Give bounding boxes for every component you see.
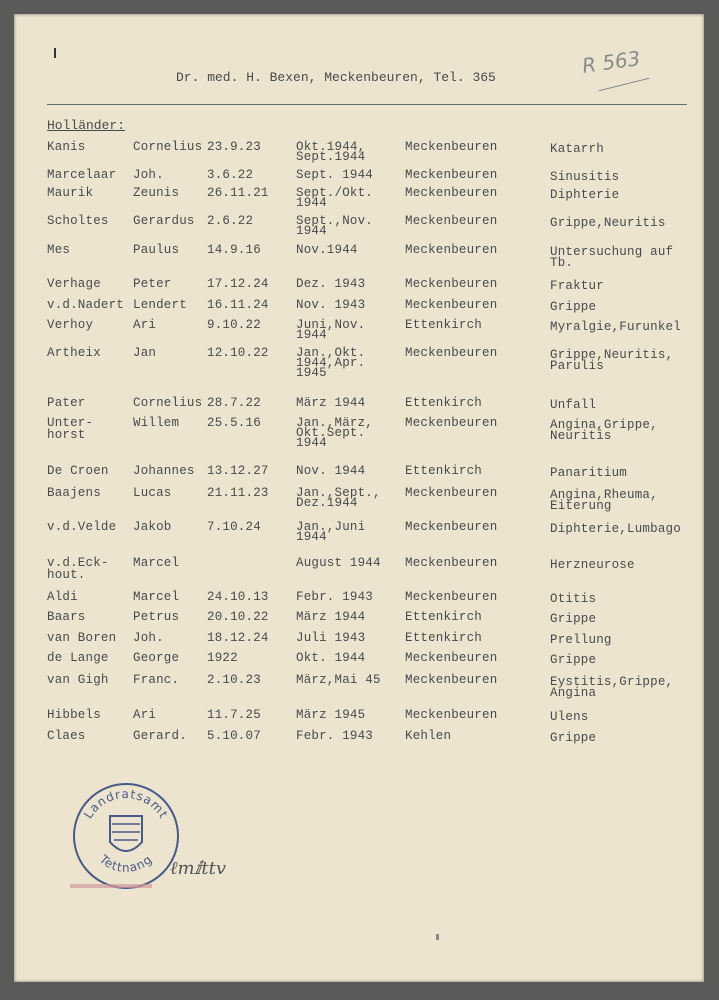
section-title: Holländer:: [47, 118, 126, 133]
patient-surname: Marcelaar: [47, 168, 117, 182]
treatment-date: Nov. 1944: [296, 464, 366, 478]
patient-location: Ettenkirch: [405, 610, 483, 624]
patient-location: Meckenbeuren: [405, 416, 498, 430]
diagnosis: Sinusitis: [550, 170, 620, 184]
diagnosis: Otitis: [550, 592, 597, 606]
patient-firstname: Cornelius: [133, 396, 203, 410]
patient-location: Meckenbeuren: [405, 298, 498, 312]
patient-birthdate: 25.5.16: [207, 416, 261, 430]
diagnosis: Panaritium: [550, 466, 628, 480]
diagnosis: Tb.: [550, 256, 574, 270]
treatment-date: März 1945: [296, 708, 366, 722]
treatment-date: 1945: [296, 366, 327, 380]
diagnosis: Grippe: [550, 300, 597, 314]
diagnosis: Fraktur: [550, 279, 604, 293]
treatment-date: August 1944: [296, 556, 381, 570]
patient-surname: Claes: [47, 729, 86, 743]
patient-firstname: Paulus: [133, 243, 180, 257]
patient-location: Meckenbeuren: [405, 651, 498, 665]
treatment-date: 1944: [296, 530, 327, 544]
diagnosis: Angina,Grippe,: [550, 418, 658, 432]
treatment-date: Nov. 1943: [296, 298, 366, 312]
patient-surname: Verhoy: [47, 318, 94, 332]
archive-mark: R 563: [580, 46, 642, 78]
patient-firstname: Johannes: [133, 464, 195, 478]
treatment-date: Okt. 1944: [296, 651, 366, 665]
patient-birthdate: 3.6.22: [207, 168, 254, 182]
treatment-date: 1944: [296, 224, 327, 238]
patient-surname: Artheix: [47, 346, 101, 360]
patient-surname: Baars: [47, 610, 86, 624]
pen-mark: [54, 48, 56, 58]
patient-birthdate: 21.11.23: [207, 486, 269, 500]
patient-location: Meckenbeuren: [405, 168, 498, 182]
patient-surname: v.d.Velde: [47, 520, 117, 534]
diagnosis: Angina,Rheuma,: [550, 488, 658, 502]
patient-surname-cont: horst: [47, 428, 86, 442]
treatment-date: 1944: [296, 436, 327, 450]
diagnosis: Unfall: [550, 398, 597, 412]
patient-birthdate: 14.9.16: [207, 243, 261, 257]
stamp-text-top: Landratsamt: [81, 786, 172, 822]
patient-firstname: Joh.: [133, 631, 164, 645]
treatment-date: Sept.1944: [296, 150, 366, 164]
treatment-date: Juli 1943: [296, 631, 366, 645]
treatment-date: Juni,Nov.: [296, 318, 366, 332]
patient-firstname: Jan: [133, 346, 157, 360]
patient-firstname: Lendert: [133, 298, 187, 312]
patient-birthdate: 7.10.24: [207, 520, 261, 534]
patient-surname: de Lange: [47, 651, 109, 665]
pin-mark: [436, 934, 439, 940]
patient-location: Ettenkirch: [405, 464, 483, 478]
signature: ℓmⅈttv: [170, 858, 227, 879]
patient-surname: Unter-: [47, 416, 94, 430]
patient-birthdate: 5.10.07: [207, 729, 261, 743]
diagnosis: Neuritis: [550, 429, 612, 443]
stamp-text-bottom: Tettnang: [96, 852, 156, 875]
patient-surname: v.d.Eck-: [47, 556, 109, 570]
patient-firstname: Zeunis: [133, 186, 180, 200]
document-header: Dr. med. H. Bexen, Meckenbeuren, Tel. 365: [176, 70, 496, 85]
patient-location: Ettenkirch: [405, 318, 483, 332]
patient-surname: Mes: [47, 243, 71, 257]
patient-firstname: Lucas: [133, 486, 172, 500]
treatment-date: 1944: [296, 328, 327, 342]
patient-location: Meckenbeuren: [405, 486, 498, 500]
treatment-date: Jan.,Juni: [296, 520, 366, 534]
patient-firstname: Willem: [133, 416, 180, 430]
treatment-date: Sept./Okt.: [296, 186, 374, 200]
treatment-date: Okt.Sept.: [296, 426, 366, 440]
treatment-date: Febr. 1943: [296, 729, 374, 743]
patient-birthdate: 2.6.22: [207, 214, 254, 228]
patient-surname: van Boren: [47, 631, 117, 645]
diagnosis: Grippe: [550, 731, 597, 745]
treatment-date: Nov.1944: [296, 243, 358, 257]
patient-surname-cont: hout.: [47, 568, 86, 582]
patient-birthdate: 11.7.25: [207, 708, 261, 722]
patient-location: Meckenbeuren: [405, 708, 498, 722]
patient-birthdate: 23.9.23: [207, 140, 261, 154]
patient-firstname: Jakob: [133, 520, 172, 534]
patient-birthdate: 1922: [207, 651, 238, 665]
patient-location: Ettenkirch: [405, 631, 483, 645]
diagnosis: Diphterie,Lumbago: [550, 522, 681, 536]
patient-surname: Aldi: [47, 590, 78, 604]
patient-surname: v.d.Nadert: [47, 298, 125, 312]
patient-location: Meckenbeuren: [405, 243, 498, 257]
patient-firstname: Joh.: [133, 168, 164, 182]
patient-birthdate: 18.12.24: [207, 631, 269, 645]
diagnosis: Diphterie: [550, 188, 620, 202]
treatment-date: 1944,Apr.: [296, 356, 366, 370]
treatment-date: Dez.1944: [296, 496, 358, 510]
patient-firstname: Franc.: [133, 673, 180, 687]
patient-birthdate: 16.11.24: [207, 298, 269, 312]
diagnosis: Angina: [550, 686, 597, 700]
diagnosis: Parulis: [550, 359, 604, 373]
patient-surname: van Gigh: [47, 673, 109, 687]
patient-firstname: Cornelius: [133, 140, 203, 154]
patient-firstname: Petrus: [133, 610, 180, 624]
patient-location: Meckenbeuren: [405, 556, 498, 570]
patient-birthdate: 17.12.24: [207, 277, 269, 291]
patient-firstname: Ari: [133, 708, 157, 722]
patient-location: Meckenbeuren: [405, 520, 498, 534]
patient-birthdate: 20.10.22: [207, 610, 269, 624]
patient-firstname: George: [133, 651, 180, 665]
diagnosis: Grippe,Neuritis,: [550, 348, 674, 362]
treatment-date: März 1944: [296, 396, 366, 410]
patient-surname: Maurik: [47, 186, 94, 200]
patient-surname: De Croen: [47, 464, 109, 478]
patient-surname: Baajens: [47, 486, 101, 500]
patient-birthdate: 26.11.21: [207, 186, 269, 200]
diagnosis: Myralgie,Furunkel: [550, 320, 681, 334]
patient-birthdate: 9.10.22: [207, 318, 261, 332]
patient-surname: Pater: [47, 396, 86, 410]
treatment-date: März,Mai 45: [296, 673, 381, 687]
patient-location: Meckenbeuren: [405, 673, 498, 687]
treatment-date: Jan.,Sept.,: [296, 486, 381, 500]
header-rule: [47, 104, 687, 105]
patient-firstname: Marcel: [133, 556, 180, 570]
treatment-date: Jan.,Okt.: [296, 346, 366, 360]
diagnosis: Ulens: [550, 710, 589, 724]
diagnosis: Herzneurose: [550, 558, 635, 572]
patient-birthdate: 28.7.22: [207, 396, 261, 410]
treatment-date: Jan.,März,: [296, 416, 374, 430]
treatment-date: Sept. 1944: [296, 168, 374, 182]
svg-text:Tettnang: [96, 852, 155, 875]
official-stamp: [70, 780, 182, 892]
patient-location: Meckenbeuren: [405, 277, 498, 291]
patient-surname: Verhage: [47, 277, 101, 291]
patient-birthdate: 13.12.27: [207, 464, 269, 478]
patient-firstname: Marcel: [133, 590, 180, 604]
patient-birthdate: 2.10.23: [207, 673, 261, 687]
patient-birthdate: 24.10.13: [207, 590, 269, 604]
patient-location: Meckenbeuren: [405, 590, 498, 604]
patient-birthdate: 12.10.22: [207, 346, 269, 360]
patient-surname: Kanis: [47, 140, 86, 154]
treatment-date: Febr. 1943: [296, 590, 374, 604]
patient-location: Meckenbeuren: [405, 140, 498, 154]
patient-surname: Scholtes: [47, 214, 109, 228]
diagnosis: Grippe,Neuritis: [550, 216, 666, 230]
stamp-underline: [70, 884, 152, 888]
patient-firstname: Gerard.: [133, 729, 187, 743]
patient-firstname: Peter: [133, 277, 172, 291]
treatment-date: 1944: [296, 196, 327, 210]
diagnosis: Grippe: [550, 653, 597, 667]
diagnosis: Untersuchung auf: [550, 245, 674, 259]
patient-location: Ettenkirch: [405, 396, 483, 410]
patient-location: Meckenbeuren: [405, 346, 498, 360]
diagnosis: Eiterung: [550, 499, 612, 513]
patient-firstname: Gerardus: [133, 214, 195, 228]
diagnosis: Eystitis,Grippe,: [550, 675, 674, 689]
patient-surname: Hibbels: [47, 708, 101, 722]
diagnosis: Prellung: [550, 633, 612, 647]
patient-firstname: Ari: [133, 318, 157, 332]
diagnosis: Grippe: [550, 612, 597, 626]
patient-location: Meckenbeuren: [405, 186, 498, 200]
diagnosis: Katarrh: [550, 142, 604, 156]
patient-location: Kehlen: [405, 729, 452, 743]
treatment-date: März 1944: [296, 610, 366, 624]
patient-location: Meckenbeuren: [405, 214, 498, 228]
treatment-date: Okt.1944,: [296, 140, 366, 154]
treatment-date: Dez. 1943: [296, 277, 366, 291]
treatment-date: Sept.,Nov.: [296, 214, 374, 228]
